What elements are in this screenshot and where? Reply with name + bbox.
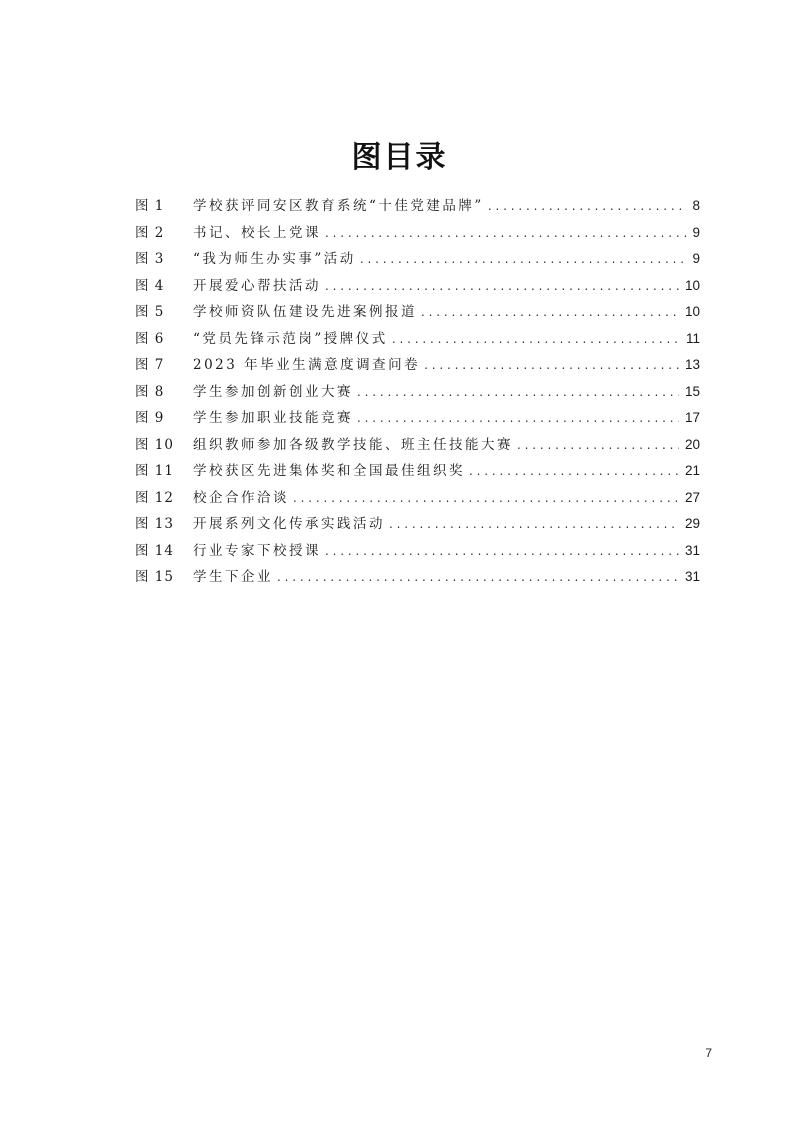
figure-page-number: 31 [684, 569, 700, 584]
figure-label: 图 7 [135, 357, 165, 373]
figure-label: 图 3 [135, 251, 165, 267]
toc-entry-12[interactable] [135, 485, 700, 512]
dot-leader [392, 326, 680, 353]
figure-caption: “党员先锋示范岗”授牌仪式 [193, 330, 388, 347]
figure-label: 图 11 [135, 463, 174, 479]
figure-label: 图 5 [135, 304, 165, 320]
toc-entry-11[interactable] [135, 458, 700, 485]
toc-entry-13[interactable] [135, 511, 700, 538]
figure-page-number: 21 [684, 463, 700, 478]
toc-entry-3[interactable] [135, 246, 700, 273]
dot-leader [488, 193, 687, 220]
figure-list [135, 193, 700, 591]
figure-page-number: 15 [684, 383, 700, 399]
figure-caption: 校企合作洽谈 [193, 489, 289, 506]
figure-caption: 开展爱心帮扶活动 [193, 277, 321, 294]
dot-leader [325, 273, 679, 300]
figure-page-number: 20 [684, 436, 700, 452]
page-title: 图目录 [351, 140, 448, 175]
figure-page-number: 11 [685, 330, 700, 346]
figure-caption: 组织教师参加各级教学技能、班主任技能大赛 [193, 436, 513, 453]
dot-leader [357, 405, 679, 432]
figure-page-number: 17 [684, 410, 700, 425]
figure-label: 图 1 [135, 198, 165, 214]
toc-entry-2[interactable] [135, 220, 700, 247]
figure-caption: 开展系列文化传承实践活动 [193, 516, 385, 532]
figure-label: 图 13 [135, 516, 174, 532]
figure-caption: “我为师生办实事”活动 [193, 251, 356, 267]
dot-leader [325, 220, 686, 247]
page-footer-number: 7 [705, 1046, 712, 1060]
figure-caption: 学生参加创新创业大赛 [193, 383, 353, 400]
figure-page-number: 9 [692, 224, 700, 240]
toc-entry-9[interactable] [135, 405, 700, 432]
figure-label: 图 4 [135, 277, 165, 294]
figure-label: 图 9 [135, 410, 165, 426]
figure-page-number: 8 [692, 198, 700, 213]
figure-caption: 行业专家下校授课 [193, 542, 321, 559]
dot-leader [421, 299, 679, 326]
figure-caption: 学校师资队伍建设先进案例报道 [193, 304, 417, 320]
figure-page-number: 13 [684, 357, 700, 372]
figure-label: 图 15 [135, 569, 174, 585]
figure-label: 图 10 [135, 436, 174, 453]
figure-page-number: 29 [684, 516, 700, 531]
dot-leader [293, 485, 679, 512]
figure-label: 图 12 [135, 489, 174, 506]
toc-entry-14[interactable] [135, 538, 700, 565]
toc-entry-6[interactable] [135, 326, 700, 353]
toc-entry-1[interactable] [135, 193, 700, 220]
figure-caption: 书记、校长上党课 [193, 224, 321, 241]
dot-leader [325, 538, 679, 565]
figure-caption: 学生下企业 [193, 569, 273, 585]
figure-caption: 学校获区先进集体奖和全国最佳组织奖 [193, 463, 465, 479]
figure-page-number: 9 [692, 251, 700, 266]
toc-entry-4[interactable] [135, 273, 700, 300]
dot-leader [389, 511, 679, 538]
toc-entry-10[interactable] [135, 432, 700, 459]
figure-label: 图 6 [135, 330, 165, 347]
figure-page-number: 27 [684, 489, 700, 505]
figure-caption: 学校获评同安区教育系统“十佳党建品牌” [193, 198, 484, 214]
toc-entry-7[interactable] [135, 352, 700, 379]
figure-label: 图 8 [135, 383, 165, 400]
dot-leader [517, 432, 679, 459]
toc-entry-15[interactable] [135, 564, 700, 591]
figure-caption: 2023 年毕业生满意度调查问卷 [193, 357, 421, 373]
dot-leader [357, 379, 679, 406]
figure-page-number: 31 [684, 542, 700, 558]
dot-leader [277, 564, 679, 591]
figure-page-number: 10 [684, 277, 700, 293]
figure-label: 图 14 [135, 542, 174, 559]
figure-page-number: 10 [684, 304, 700, 319]
dot-leader [469, 458, 679, 485]
figure-caption: 学生参加职业技能竞赛 [193, 410, 353, 426]
figure-label: 图 2 [135, 224, 165, 241]
dot-leader [424, 352, 679, 379]
dot-leader [360, 246, 687, 273]
toc-entry-5[interactable] [135, 299, 700, 326]
toc-entry-8[interactable] [135, 379, 700, 406]
